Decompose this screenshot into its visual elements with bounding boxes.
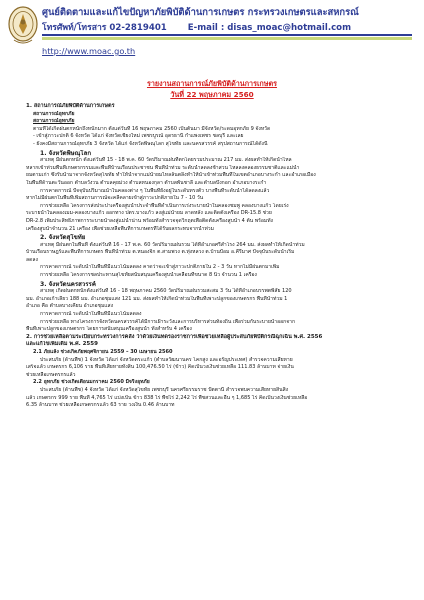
body-line: DR-2.8 เพิ่มประสิทธิภาพการระบายน้ำลงสู่แม่น้ำน่าน พร้อมทั้งสำรวจจุดวิกฤตเพื่อติดตั้งเครื่องสูบน้ำ 4 ต้น พร้อมทั้ง — [26, 217, 274, 224]
body-line: สถานการณ์อุทกภัย — [33, 110, 75, 117]
body-line: บ้านเรือนราษฎร์และพื้นที่การเกษตร พื้นที่น้ำท่วม ต.หนองจิก ต.สามพวง ต.ทุ่งหลวง ต.บ้านป้อม อ.คีรีมาศ ปัจจุบันระดับน้ำเริ่ม — [26, 249, 295, 256]
phone-fax: โทรศัพท์/โทรสาร 02-2819401 — [42, 23, 167, 33]
body-line: 2. การช่วยเหลือตามระเบียบกระทรวงการคลัง ว่าด้วยเงินทดรองราชการเพื่อช่วยเหลือผู้ประสบภัยพิบัติกรณีฉุกเฉิน พ.ศ. 2556 — [26, 333, 323, 340]
body-line: ลดลง — [26, 256, 38, 263]
body-line: สาเหตุ มีฝนตกในพื้นที่ ตั้งแต่วันที่ 16 - 17 พ.ค. 60 วัดปริมาณฝนรวม ได้ที่อำเภอศรีสำโรง 264 มม. ส่งผลทำให้เกิดน้ำท่วม — [40, 241, 305, 248]
report-date: วันที่ 22 พฤษภาคม 2560 — [170, 90, 254, 99]
body-line: 2. จังหวัดสุโขทัย — [40, 234, 86, 242]
letterhead — [0, 0, 424, 62]
body-line: หลากเข้าท่วมพื้นที่เกษตรกรรมและพื้นที่บ้านเรือนประชาชน พื้นที่น้ำท่วม ระดับน้ำลดลงช้าสวน ไหลลงคลองธรรมชาติและแม่น้ำ — [26, 164, 300, 171]
body-line: 2.1 ภัยแล้ง ช่วงเกิดภัยพฤศจิกายน 2559 – 30 เมษายน 2560 — [33, 349, 173, 355]
body-line: สาเหตุ เกิดฝนตกหนักตั้งแต่วันที่ 16 - 18 พฤษภาคม 2560 วัดปริมาณฝนรวมสะสม 3 วัน ได้ที่อำเภอบรรพตพิสัย 120 — [40, 288, 292, 295]
body-line: 1. สถานการณ์ภัยพิบัติด้านการเกษตร — [26, 103, 115, 109]
body-line: เครื่องสูบน้ำจำนวน 21 เครื่อง เพื่อช่วยเหลือพื้นที่การเกษตรที่ได้รับผลกระทบจากน้ำท่วม — [26, 225, 214, 232]
body-line: ตามที่ได้เกิดฝนตกหนักถึงหนักมาก ตั้งแต่วันที่ 16 พฤษภาคม 2560 เป็นต้นมา มีจังหวัด/ระดมอุทกภัย 9 จังหวัด — [33, 125, 271, 132]
body-line: - เข้าสู่ภาวะปกติ 6 จังหวัด ได้แก่ จังหวัดเชียงใหม่ เพชรบูรณ์ อุดรธานี กำแพงเพชร ชลบุรี และเลย — [33, 133, 244, 140]
body-line: พื้นที่เพาะปลูกของเกษตรกร โดยการสนับสนุนเครื่องสูบน้ำ ทั้งสำหรับ 4 เครื่อง — [26, 326, 192, 333]
email-address[interactable]: E-mail : disas_moac@hotmail.com — [187, 23, 352, 33]
header-divider — [42, 34, 412, 36]
body-line: 2.2 อุทกภัย ช่วงเกิดเดือนมกราคม 2560 มีจริงอุทภัย — [33, 379, 150, 386]
body-line: ในพื้นที่ด้านตะวันออก ตำบลวังวน ตำบลคุยม่วง ตำบลหนองกุลา ตำบลพันชาลี และตำบลบึงกอก อำเภอบางระกำ — [26, 179, 267, 186]
body-line: เสร็จแล้ว เกษตรกร 6,106 ราย พื้นที่เสียหายทั้งสิ้น 100,476.50 ไร่ (ข้าว) คิดเป็นวงเงินช่วยเหลือ 111.83 ล้านบาท จ่ายเงิน — [26, 364, 294, 371]
body-line: 3. จังหวัดนครสวรรค์ — [40, 280, 96, 288]
body-line: ช่วยเหลือเกษตรกรแล้ว — [26, 371, 76, 378]
body-line: อำเภอ คือ ตำบลบางเคียน อำเภอชุมแสง — [26, 303, 114, 310]
body-line: สาเหตุ มีฝนตกหนัก ตั้งแต่วันที่ 15 - 18 พ.ค. 60 วัดปริมาณฝนที่ตกโดยรวมประมาณ 217 มม. ส่งผลทำให้เกิดน้ำไหล — [40, 157, 292, 164]
contact-line — [42, 20, 422, 34]
body-line: และแก้ไขเพิ่มเติม พ.ศ. 2559 — [26, 341, 98, 348]
report-title: รายงานสถานการณ์ภัยพิบัติด้านการเกษตร — [146, 79, 278, 88]
moac-seal-icon — [6, 4, 40, 48]
body-line: การคาดการณ์ ระดับน้ำในพื้นที่มีแนวโน้มลดลง คาดว่าจะเข้าสู่ภาวะปกติภายใน 2 - 3 วัน หากไม่มีฝนตกมาเพิ่ม — [40, 264, 280, 271]
body-line: มม. อำเภอเก้าเลี้ยว 188 มม. อำเภอชุมแสง 121 มม. ส่งผลทำให้เกิดน้ำท่วมในพื้นที่เพาะปลูกของเกษตรกร พื้นที่น้ำท่วม 1 — [26, 295, 288, 302]
body-line: หากไม่มีฝนตกในพื้นที่เพิ่มสถานการณ์จะคลี่คลายเข้าสู่ภาวะปกติภายใน 7 - 10 วัน — [26, 195, 204, 202]
org-name: ศูนย์ติดตามและแก้ไขปัญหาภัยพิบัติด้านการเกษตร กระทรวงเกษตรและสหกรณ์ — [42, 7, 359, 18]
body-line: - ยังคงมีสถานการณ์อุทกภัย 3 จังหวัด ได้แก่ จังหวัดพิษณุโลก สุโขทัย และนครสวรรค์ สรุปสถานการณ์ได้ดังนี้ — [33, 140, 268, 147]
body-line: ยมตามเก่า ซึ่งรับน้ำมาจากจังหวัดสุโขทัย ทำให้น้ำจากแม่น้ำยมไหลล้นตลิ่งทำให้น้ำเข้าท่วมพื้นที่ในเขตอำเภอบางระกำ และอำเภอเมือง — [26, 172, 316, 179]
body-line: การคาดการณ์ ระดับน้ำในพื้นที่มีแนวโน้มลดลง — [40, 311, 142, 318]
body-line: 6.35 ล้านบาท ช่วยเหลือเกษตรกรแล้ว 63 ราย วงเงิน 0.46 ล้านบาท — [26, 402, 175, 409]
body-line: การช่วยเหลือ โครงการส่งประปาเครื่องสูบน้ำประจำพื้นที่ดำเนินการเร่งระบายน้ำในคลองชมพู คลองบางแก้ว โดยเร่ง — [40, 202, 289, 209]
body-line: การช่วยเหลือ ทางโครงการจังหวัดนครสวรรค์ได้มีการเฝ้าระวังและการบริหารส่วนท้องถิ่น เพื่อร่วมกันระบายน้ำออกจาก — [40, 318, 296, 325]
body-line: แล้ว เกษตรกร 999 ราย พื้นที่ 4,765 ไร่ แบ่งเป็น ข้าว 838 ไร่ พืชไร่ 2,242 ไร่ พืชสวนและอื่น ๆ 1,685 ไร่ คิดเป็นวงเงินช่วยเหลือ — [26, 394, 308, 401]
body-line: ระบายน้ำในคลองเมม-คลองบางแก้ว ออกทาง ปตร.บางแก้ว ลงสู่แม่น้ำยม ลาดหลัง และติดตั้งเครื่อง DR-15.8 ช่วย — [26, 210, 272, 217]
website-link[interactable]: http://www.moac.go.th — [42, 46, 136, 56]
body-line: ประสบภัย (ด้านพืช) 1 จังหวัด ได้แก่ จังหวัดตระแก้ว (ตำบลวัฒนานคร โคกสูง และอรัญประเทศ) สำรวจความเสียหาย — [40, 356, 293, 363]
body-line: สถานการณ์อุทกภัย — [33, 118, 75, 125]
body-line: ประสบภัย (ด้านพืช) 4 จังหวัด ได้แก่ จังหวัดสุโขทัย เพชรบุรี นครศรีธรรมราช ปัตตานี สำรวจพบความเสียหายสิ้นสิ่ง — [40, 386, 289, 393]
body-line: การคาดการณ์ ปัจจุบันปริมาณน้ำในคลองต่าง ๆ ในพื้นที่ยังอยู่ในระดับทรงตัว บางพื้นที่ระดับน้ำได้ลดลงแล้ว — [40, 187, 270, 194]
report-body — [26, 103, 402, 410]
body-line: 1. จังหวัดพิษณุโลก — [40, 149, 92, 157]
header-accent-bar — [42, 37, 412, 40]
body-line: การช่วยเหลือ โครงการชลประทานสุโขทัยสนับสนุนเครื่องสูบน้ำเคลื่อนที่ขนาด 8 นิ้ว จำนวน 1 เครื่อง — [40, 272, 257, 279]
